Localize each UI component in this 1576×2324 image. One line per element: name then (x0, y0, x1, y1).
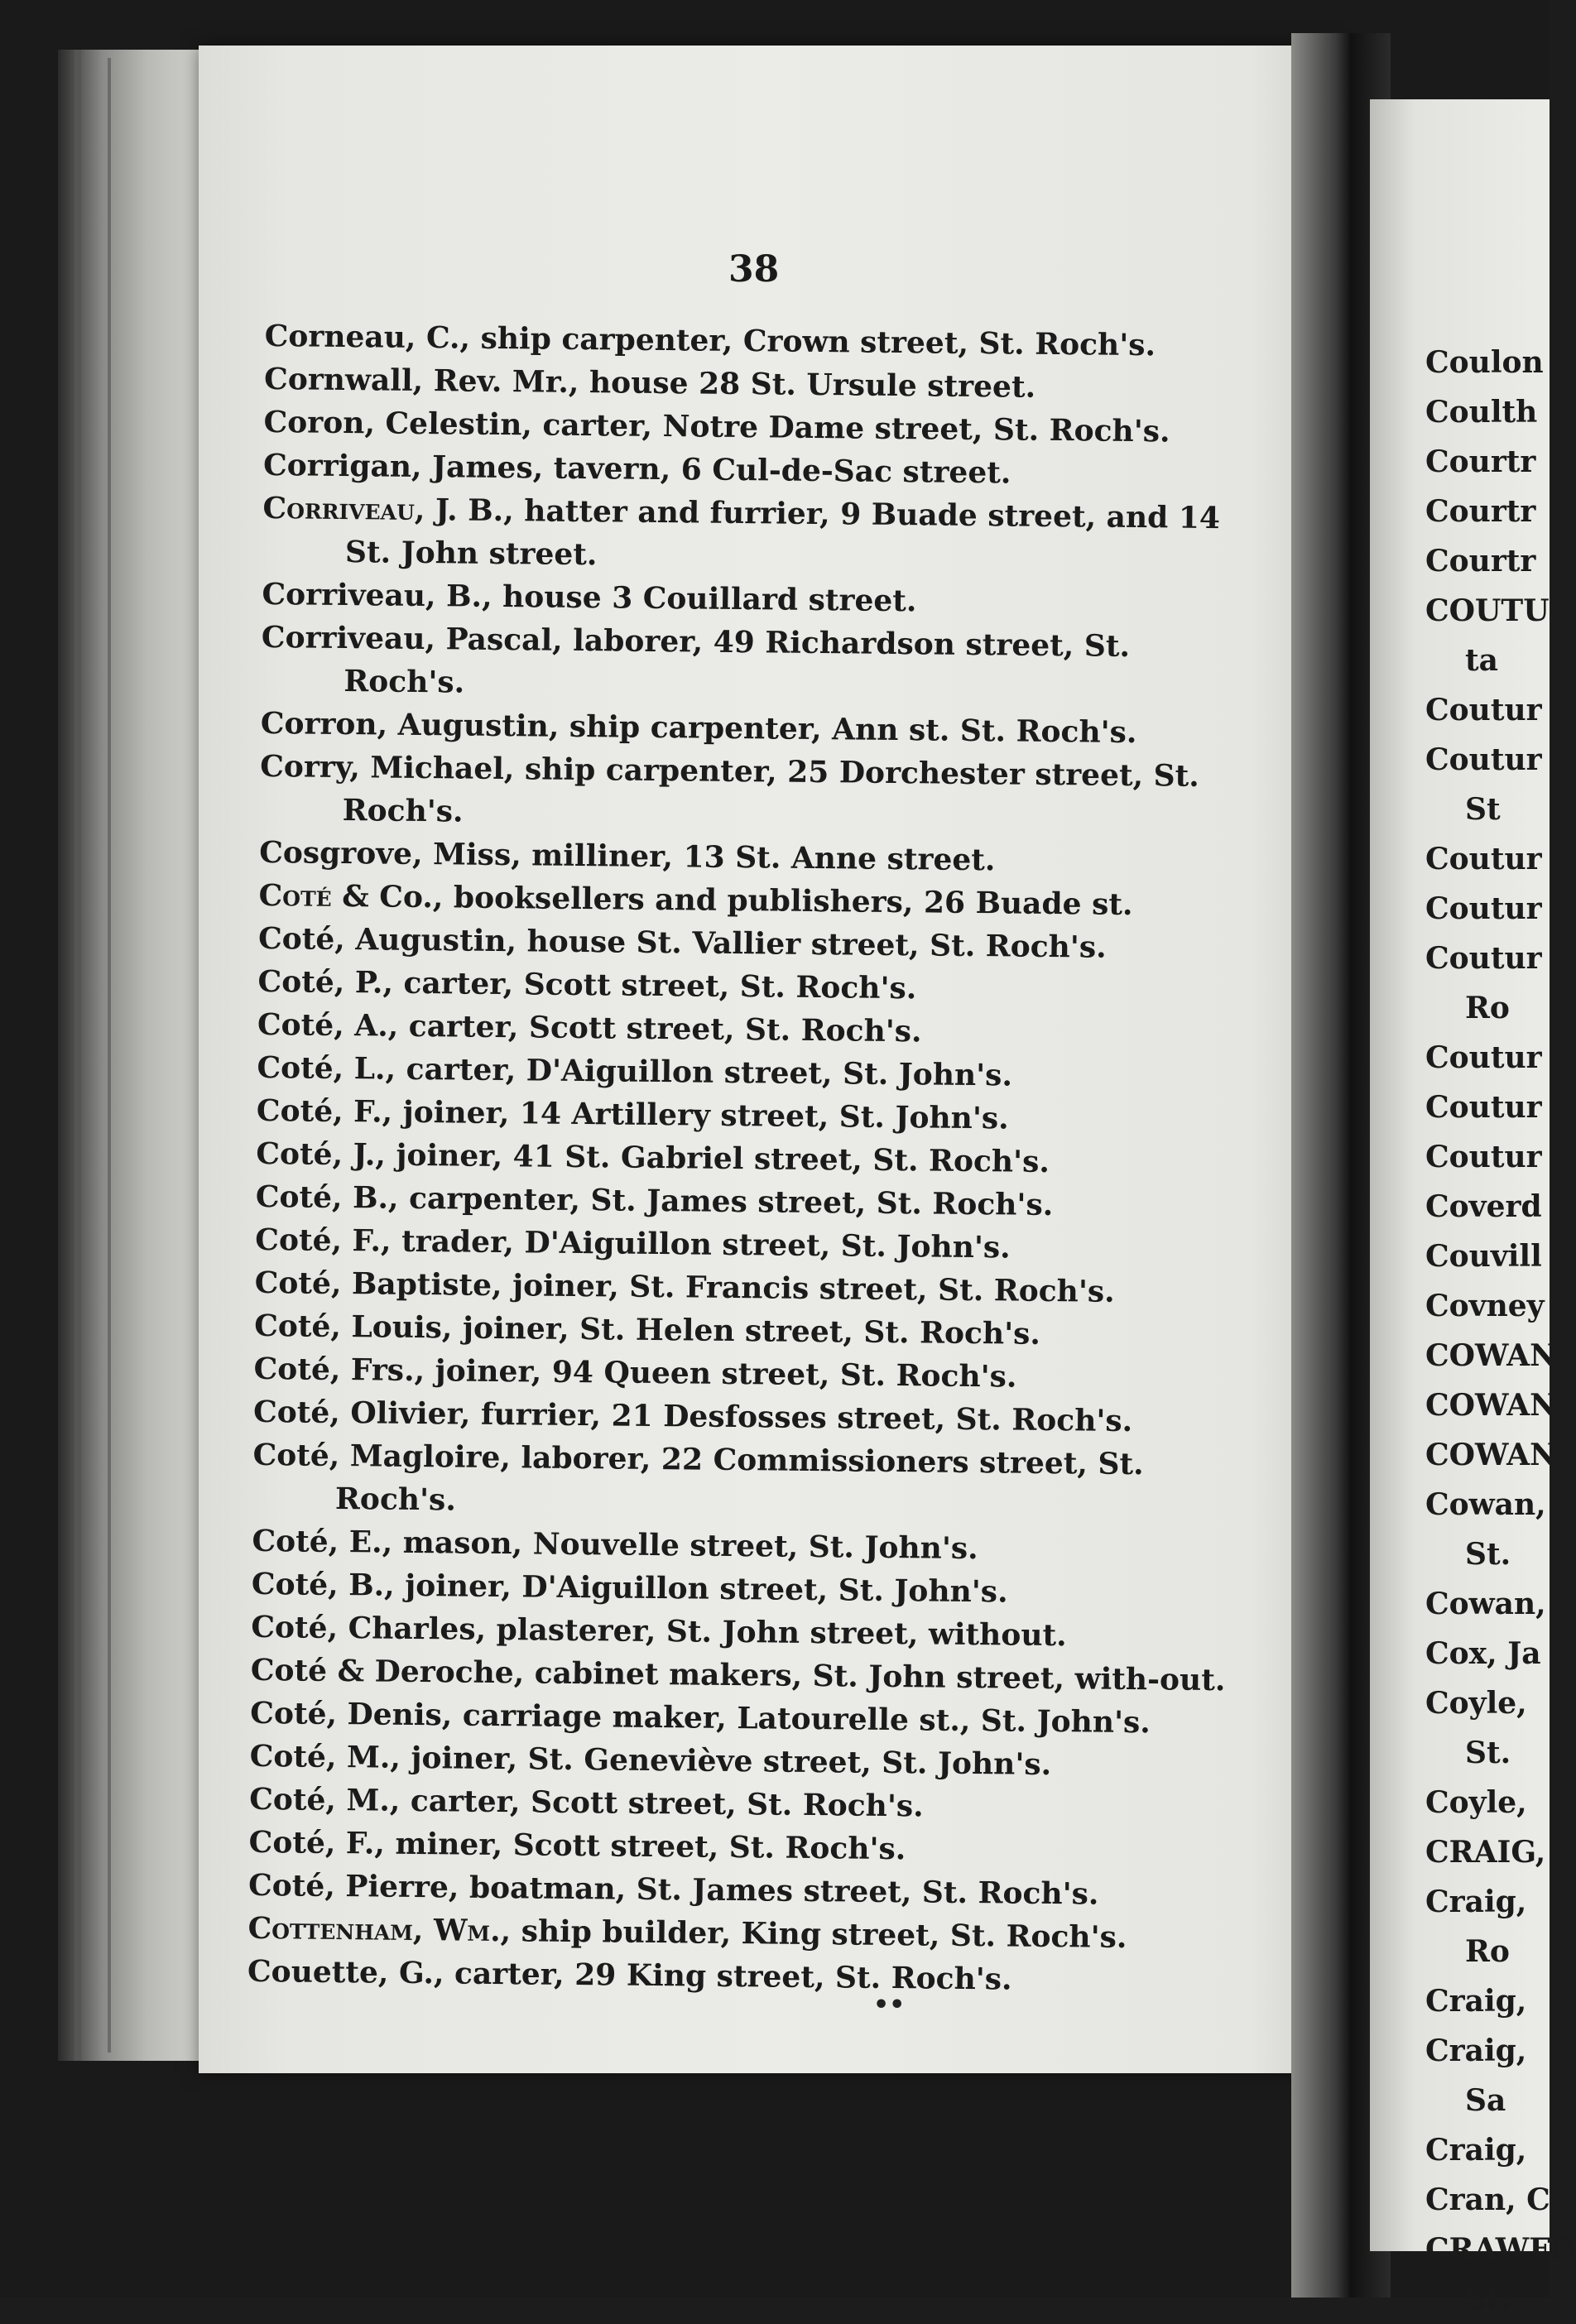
right-page-entry: Coulth (1425, 395, 1538, 430)
right-page-entry: Coverd (1425, 1189, 1542, 1224)
directory-entries (247, 315, 1242, 2003)
right-page-entry: Couvill (1425, 1239, 1542, 1274)
entry-details: house 28 St. Ursule street. (579, 364, 1036, 405)
right-page-entry: St. (1465, 1736, 1511, 1770)
entry-name: Coté, F., (248, 1824, 386, 1861)
entry-details: boatman, St. James street, St. Roch's. (459, 1870, 1099, 1912)
entry-name: Coté, E., (252, 1523, 393, 1560)
entry-name: Coté, A., (257, 1006, 399, 1044)
right-page-entry: Coutur (1425, 1090, 1542, 1125)
right-page-entry: COWAN (1425, 1388, 1557, 1423)
entry-name: Coté, Magloire, (252, 1437, 512, 1476)
entry-name: Corneau, C., (264, 318, 471, 356)
entry-name: Coté, Charles, (251, 1609, 487, 1647)
entry-details: carter, Scott street, St. Roch's. (400, 1783, 924, 1824)
right-page-entry: Coutur (1425, 1140, 1542, 1174)
right-page-entry: Cran, C (1425, 2182, 1550, 2217)
entry-name: Coté, Baptiste, (254, 1265, 502, 1304)
entry-name: Cornwall, Rev. Mr., (263, 361, 579, 400)
entry-name: Corriveau, (262, 490, 425, 528)
entry-name: Corriveau, Pascal, (261, 619, 563, 658)
right-page-entry: Cox, Ja (1425, 1636, 1541, 1671)
entry-name: Coté & Deroche, (250, 1652, 525, 1691)
entry-details: house St. Vallier street, St. Roch's. (516, 924, 1107, 965)
entry-name: Corriveau, B., (262, 576, 492, 614)
entry-name: Coté, Frs., (253, 1351, 425, 1389)
entry-details: carriage maker, Latourelle st., St. John's. (452, 1697, 1151, 1741)
right-page-entry: Coyle, (1425, 1686, 1527, 1721)
entry-details: ship carpenter, Crown street, St. Roch's. (469, 320, 1156, 363)
right-page-entry: Courtr (1425, 544, 1536, 579)
entry-name: Coté, Olivier, (252, 1394, 471, 1432)
right-page-entry: Coutur (1425, 891, 1542, 926)
directory-entry (259, 745, 1237, 841)
right-page-entry: Courtr (1425, 444, 1536, 479)
entry-name: Corry, Michael, (260, 748, 515, 787)
entry-details: joiner, 94 Queen street, St. Roch's. (424, 1353, 1017, 1395)
entry-details: cabinet makers, St. John street, with-out. (524, 1655, 1226, 1698)
entry-details: furrier, 21 Desfosses street, St. Roch's. (470, 1396, 1133, 1439)
entry-details: ship carpenter, Ann st. St. Roch's. (559, 708, 1137, 751)
entry-details: ship carpenter, 25 Dorchester street, St. Roch's. (342, 751, 1200, 829)
right-page-entry: Craig, (1425, 1885, 1527, 1919)
entry-name: Corron, Augustin, (260, 705, 560, 744)
entry-details: plasterer, St. John street, without. (485, 1611, 1067, 1654)
entry-name: Coté, F., (255, 1222, 392, 1259)
entry-details: house 3 Couillard street. (492, 579, 917, 619)
entry-name: Couette, G., (247, 1953, 444, 1991)
entry-name: Coté, Augustin, (257, 920, 517, 959)
entry-name: Coté, J., (256, 1136, 387, 1173)
entry-details: joiner, 41 St. Gabriel street, St. Roch's. (385, 1137, 1050, 1179)
entry-details: carpenter, St. James street, St. Roch's. (398, 1180, 1054, 1223)
entry-name: Coté (258, 877, 332, 914)
footer-mark: •• (873, 1990, 906, 2019)
entry-details: ship builder, King street, St. Roch's. (510, 1913, 1127, 1956)
entry-name: Coté, P., (257, 963, 394, 1001)
directory-entry (262, 487, 1240, 583)
right-page-entry: ta (1465, 643, 1498, 678)
entry-details: laborer, 49 Richardson street, St. Roch's. (344, 622, 1131, 700)
entry-name: Cottenham, Wm., (247, 1910, 512, 1949)
entry-details: laborer, 22 Commissioners street, St. Roch's. (334, 1440, 1144, 1518)
right-page-entry: Cowan, (1425, 1487, 1546, 1522)
right-page-entry: St. (1465, 1537, 1511, 1572)
right-page-entry: Coutur (1425, 842, 1542, 876)
entry-name: Coté, L., (257, 1049, 396, 1087)
entry-details: carter, Scott street, St. Roch's. (392, 965, 917, 1006)
right-page-entry: St (1465, 792, 1501, 827)
entry-details: joiner, St. Francis street, St. Roch's. (502, 1268, 1115, 1309)
right-page-entries (1425, 338, 1576, 2324)
right-page-entry: Coutur (1425, 941, 1542, 976)
right-page-entry: Sa (1465, 2083, 1506, 2118)
entry-details: mason, Nouvelle street, St. John's. (392, 1525, 978, 1567)
entry-details: carter, Scott street, St. Roch's. (398, 1008, 922, 1049)
entry-name: Corrigan, James, (262, 447, 544, 486)
right-page-entry: Courtr (1425, 494, 1536, 529)
page-edges (58, 50, 207, 2061)
right-page-entry: COWAN (1425, 1438, 1557, 1472)
entry-name: Coron, Celestin, (263, 404, 533, 443)
entry-details: carter, 29 King street, St. Roch's. (444, 1956, 1012, 1997)
entry-name: Coté, B., (255, 1179, 399, 1216)
right-page-entry: Ro (1465, 1934, 1510, 1969)
right-page-entry: Craig, (1425, 1984, 1527, 2019)
entry-details: joiner, St. Helen street, St. Roch's. (452, 1310, 1041, 1352)
entry-name: Cosgrove, Miss, (258, 834, 521, 873)
entry-details: carter, Notre Dame street, St. Roch's. (531, 407, 1170, 449)
entry-name: Coté, F., (256, 1092, 393, 1130)
entry-details: joiner, 14 Artillery street, St. John's. (392, 1094, 1009, 1136)
entry-details: carter, D'Aiguillon street, St. John's. (395, 1051, 1013, 1093)
right-page-entry: Coulon (1425, 345, 1544, 380)
right-page-entry: COUTU (1425, 593, 1550, 628)
entry-name: Coté, M., (249, 1738, 401, 1775)
right-page-entry: Coutur (1425, 1040, 1542, 1075)
right-page-entry: Cowan, (1425, 1587, 1546, 1621)
entry-details: joiner, D'Aiguillon street, St. John's. (394, 1568, 1008, 1610)
right-page-entry: St. (1465, 2282, 1511, 2317)
entry-details: milliner, 13 St. Anne street. (521, 838, 996, 878)
entry-details: J. B., hatter and furrier, 9 Buade street, and 14 St. John street. (344, 492, 1221, 573)
right-page-entry: CRAIG, (1425, 1835, 1546, 1870)
entry-name: Coté, Louis, (253, 1308, 453, 1346)
right-page-entry: Coutur (1425, 693, 1542, 727)
directory-entry (252, 1433, 1230, 1529)
right-page-entry: CRAWFO (1425, 2232, 1576, 2267)
right-page-entry: Coutur (1425, 742, 1542, 777)
entry-details: trader, D'Aiguillon street, St. John's. (391, 1223, 1011, 1265)
entry-details: & Co., booksellers and publishers, 26 Buade st. (331, 878, 1133, 923)
entry-name: Coté, Pierre, (247, 1867, 459, 1905)
right-page-entry: Covney (1425, 1289, 1545, 1323)
right-page-entry: Craig, (1425, 2133, 1527, 2168)
right-page-entry: Ro (1465, 991, 1510, 1025)
right-page-entry: COWAN (1425, 1338, 1557, 1373)
directory-entry (261, 616, 1238, 712)
right-page-entry: Craig, (1425, 2034, 1527, 2068)
entry-details: tavern, 6 Cul-de-Sac street. (543, 450, 1011, 491)
entry-name: Coté, Denis, (250, 1695, 453, 1733)
entry-details: joiner, St. Geneviève street, St. John's. (400, 1740, 1052, 1783)
right-page-entry: Coyle, (1425, 1785, 1527, 1820)
entry-details: miner, Scott street, St. Roch's. (384, 1826, 906, 1867)
entry-name: Coté, M., (248, 1781, 401, 1818)
page-number: 38 (728, 248, 780, 290)
entry-name: Coté, B., (251, 1566, 395, 1603)
